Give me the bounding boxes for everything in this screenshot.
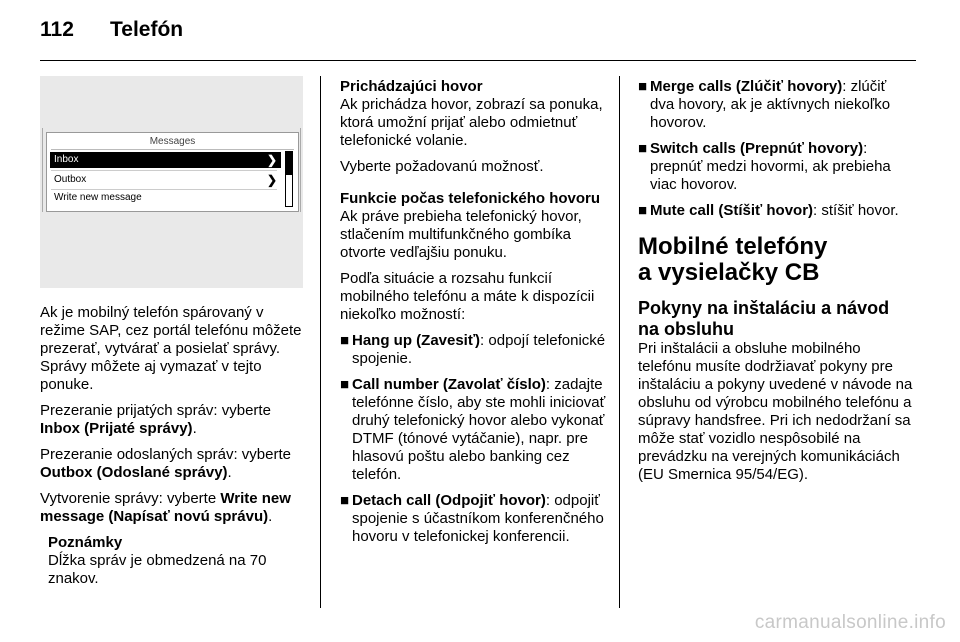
menu-row-inbox [50,152,281,168]
display-divider [51,149,294,150]
frame-bracket-left [42,128,43,212]
chevron-right-icon: ❯ [266,153,277,167]
display-screen [46,132,299,212]
column-2 [340,78,608,554]
chapter-heading: Mobilné telefóny a vysielačky CB [638,233,828,286]
bullet-icon: ■ [340,376,350,393]
bullet-icon: ■ [340,492,350,509]
list-item: ■ Hang up (Zavesiť): odpojí telefonické spojenie. [340,332,606,367]
menu-row-label: Inbox [54,154,79,165]
paragraph: Podľa situácie a rozsahu funkcií mobilného telefónu a máte k dispozícii niekoľko možností: [340,270,595,323]
column-3 [638,78,914,492]
section-heading: Prichádzajúci hovor [340,78,483,95]
section-heading: Funkcie počas telefonického hovoru [340,190,601,207]
menu-row-label: Outbox [54,174,87,185]
bullet-icon: ■ [340,332,350,349]
menu-term: Write new message (Napísať novú správu) [40,490,291,525]
messages-screen-illustration [40,76,303,288]
paragraph: Ak je mobilný telefón spárovaný v režime SAP, cez portál telefónu môžete prezerať, vytvárať a posielať správy. Správy môžete aj vymazať v tejto ponuke. [40,304,302,393]
bullet-icon: ■ [638,78,648,95]
watermark-url: carmanualsonline.info [754,612,946,633]
note-title: Poznámky [48,534,123,551]
row-divider [51,170,277,171]
chevron-right-icon: ❯ [266,173,277,187]
menu-row-outbox [50,172,281,188]
header-rule [40,60,916,61]
page-number: 112 [40,18,74,41]
paragraph: Prezeranie prijatých správ: vyberte Inbox (Prijaté správy). [40,402,271,437]
note-box [40,534,310,588]
menu-row-label: Write new message [54,192,142,203]
paragraph: Ak práve prebieha telefonický hovor, stlačením multifunkčného gombíka otvorte vedľajšiu ponuku. [340,208,582,261]
scrollbar-thumb [286,152,292,175]
column-separator [619,76,620,608]
frame-bracket-right [300,128,301,212]
paragraph: Vytvorenie správy: vyberte Write new message (Napísať novú správu). [40,490,291,525]
list-item: ■ Merge calls (Zlúčiť hovory): zlúčiť dva hovory, ak je aktívnych niekoľko hovorov. [638,78,891,131]
section-heading: Pokyny na inštaláciu a návod na obsluhu [638,298,890,339]
bullet-icon: ■ [638,202,648,219]
paragraph: Prezeranie odoslaných správ: vyberte Outbox (Odoslané správy). [40,446,291,481]
menu-term: Inbox (Prijaté správy) [40,420,193,437]
note-text: Dĺžka správ je obmedzená na 70 znakov. [48,552,267,587]
list-item: ■ Call number (Zavolať číslo): zadajte telefónne číslo, aby ste mohli iniciovať druhý telefonický hovor alebo vykonať DTMF (tónové vytáčanie), napr. pre hlasovú poštu alebo banking cez telefón. [340,376,606,483]
bullet-icon: ■ [638,140,648,157]
paragraph: Ak prichádza hovor, zobrazí sa ponuka, ktorá umožní prijať alebo odmietnuť telefonické volanie. [340,96,603,149]
scrollbar [285,151,293,207]
paragraph: Pri inštalácii a obsluhe mobilného telefónu musíte dodržiavať pokyny pre inštaláciu a pokyny uvedené v návode na obsluhu od výrobcu mobilného telefónu a súpravy handsfree. Pri ich nedodržaní sa môže stať vozidlo nespôsobilé na prevádzku na verejných komunikáciách (EU Smernica 95/54/EG). [638,340,913,483]
column-separator [320,76,321,608]
display-title: Messages [149,136,196,147]
list-item: ■ Mute call (Stíšiť hovor): stíšiť hovor. [638,202,899,219]
page-title: Telefón [110,18,184,41]
paragraph: Vyberte požadovanú možnosť. [340,158,544,175]
column-1 [40,304,310,588]
menu-term: Outbox (Odoslané správy) [40,464,228,481]
list-item: ■ Detach call (Odpojiť hovor): odpojiť spojenie s účastníkom konferenčného hovoru v telefonickej konferencii. [340,492,604,545]
list-item: ■ Switch calls (Prepnúť hovory): prepnúť medzi hovormi, ak prebieha viac hovorov. [638,140,891,193]
menu-row-write-new [50,190,281,206]
